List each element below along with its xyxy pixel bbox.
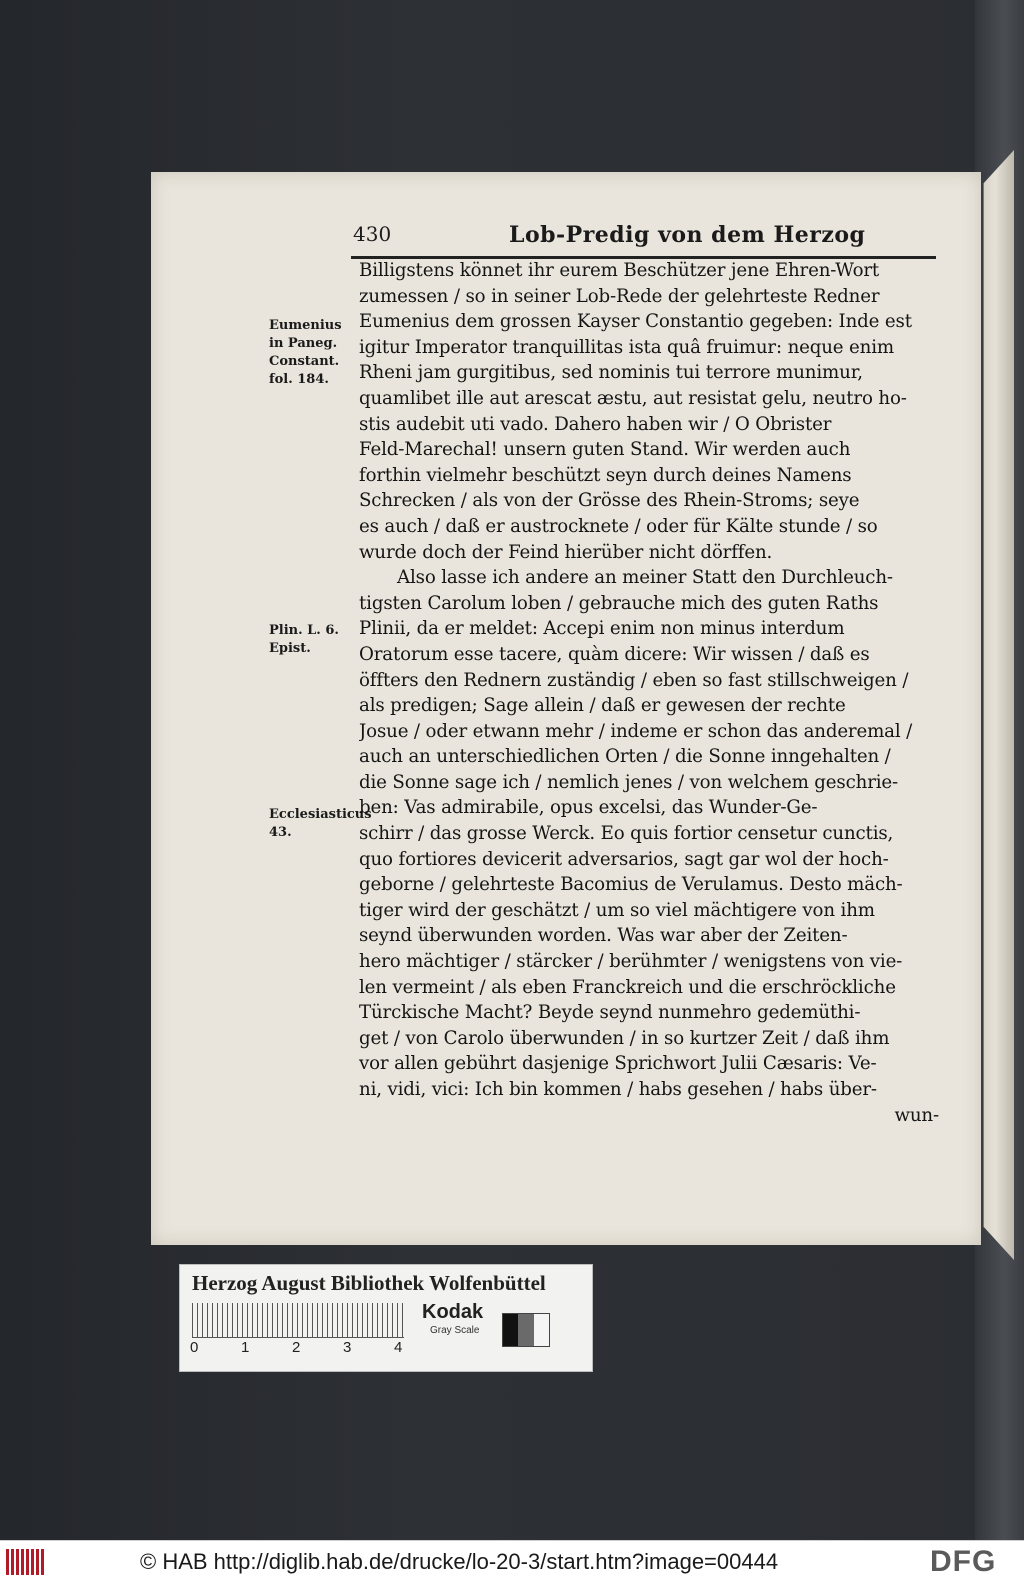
text-line: quo fortiores devicerit adversarios, sagt gar wol der hoch- xyxy=(359,848,889,870)
margin-note-ecclesiasticus: Ecclesiasticus 43. xyxy=(269,807,372,840)
gray-patches xyxy=(502,1313,550,1347)
text-line: Also lasse ich andere an meiner Statt den Durchleuch- xyxy=(397,567,893,589)
page-number: 430 xyxy=(353,222,392,246)
ruler-label: 0 xyxy=(190,1339,199,1356)
page-header xyxy=(351,220,936,259)
text-line: get / von Carolo überwunden / in so kurtzer Zeit / daß ihm xyxy=(359,1027,890,1049)
catchword: wun- xyxy=(894,1104,939,1126)
text-line: als predigen; Sage allein / daß er gewesen der rechte xyxy=(359,695,846,717)
text-line: die Sonne sage ich / nemlich jenes / von welchem geschrie- xyxy=(359,771,899,793)
copyright-url[interactable]: © HAB http://diglib.hab.de/drucke/lo-20-3/start.htm?image=00444 xyxy=(140,1549,779,1574)
text-line: Plinii, da er meldet: Accepi enim non minus interdum xyxy=(359,618,845,640)
text-line: tiger wird der geschätzt / um so viel mächtigere von ihm xyxy=(359,899,875,921)
text-line: zumessen / so in seiner Lob-Rede der gelehrteste Redner xyxy=(359,285,880,307)
text-line: quamlibet ille aut arescat æstu, aut resistat gelu, neutro ho- xyxy=(359,387,907,409)
text-line: vor allen gebührt dasjenige Sprichwort Julii Cæsaris: Ve- xyxy=(359,1053,877,1075)
text-line: Eumenius dem grossen Kayser Constantio gegeben: Inde est xyxy=(359,311,912,333)
color-target-card xyxy=(179,1264,593,1372)
gray-patch-light xyxy=(534,1314,549,1346)
ruler-label: 4 xyxy=(394,1339,403,1356)
running-head: Lob-Predig von dem Herzog xyxy=(509,222,866,248)
text-line: wurde doch der Feind hierüber nicht dörffen. xyxy=(359,541,773,563)
text-line: stis audebit uti vado. Dahero haben wir / O Obrister xyxy=(359,413,832,435)
body-text xyxy=(359,258,939,1128)
text-line: Feld-Marechal! unsern guten Stand. Wir werden auch xyxy=(359,439,851,461)
ruler-label: 3 xyxy=(343,1339,352,1356)
library-name: Herzog August Bibliothek Wolfenbüttel xyxy=(192,1271,546,1295)
barcode-logo-icon xyxy=(6,1549,46,1575)
gray-patch-mid xyxy=(518,1314,533,1346)
text-line: auch an unterschiedlichen Orten / die Sonne inngehalten / xyxy=(359,746,891,768)
text-line: ben: Vas admirabile, opus excelsi, das Wunder-Ge- xyxy=(359,797,818,819)
text-line: Rheni jam gurgitibus, sed nominis tui terrore munimur, xyxy=(359,362,863,384)
margin-note-eumenius: Eumenius in Paneg. Constant. fol. 184. xyxy=(269,318,342,387)
kodak-brand: Kodak xyxy=(422,1301,484,1323)
gray-scale-label: Gray Scale xyxy=(430,1325,480,1336)
text-line: hero mächtiger / stärcker / berühmter / wenigstens von vie- xyxy=(359,951,903,973)
text-line: tigsten Carolum loben / gebrauche mich des guten Raths xyxy=(359,592,879,614)
text-line: Oratorum esse tacere, quàm dicere: Wir wissen / daß es xyxy=(359,643,870,665)
text-line: seynd überwunden worden. Was war aber der Zeiten- xyxy=(359,925,848,947)
ruler-label: 1 xyxy=(241,1339,250,1356)
text-line: es auch / daß er austrocknete / oder für Kälte stunde / so xyxy=(359,515,878,537)
footer-bar xyxy=(0,1540,1024,1583)
text-line: forthin vielmehr beschützt seyn durch deines Namens xyxy=(359,464,852,486)
gray-patch-dark xyxy=(503,1314,518,1346)
dfg-logo: DFG xyxy=(930,1545,997,1578)
text-line: len vermeint / als eben Franckreich und die erschröckliche xyxy=(359,976,896,998)
text-line: Billigstens könnet ihr eurem Beschützer jene Ehren-Wort xyxy=(359,260,880,281)
text-line: Josue / oder etwann mehr / indeme er schon das anderemal / xyxy=(359,720,913,742)
book-page xyxy=(151,172,981,1245)
text-line: schirr / das grosse Werck. Eo quis fortior censetur cunctis, xyxy=(359,823,894,845)
text-line: igitur Imperator tranquillitas ista quâ fruimur: neque enim xyxy=(359,336,894,358)
text-line: geborne / gelehrteste Bacomius de Verulamus. Desto mäch- xyxy=(359,874,903,896)
text-line: ni, vidi, vici: Ich bin kommen / habs gesehen / habs über- xyxy=(359,1079,877,1100)
text-line: Türckische Macht? Beyde seynd nunmehro gedemüthi- xyxy=(359,1002,861,1024)
ruler-label: 2 xyxy=(292,1339,301,1356)
scale-ruler xyxy=(192,1303,404,1338)
text-line: Schrecken / als von der Grösse des Rhein-Stroms; seye xyxy=(359,490,860,512)
margin-note-plinius: Plin. L. 6. Epist. xyxy=(269,623,339,656)
text-line: öffters den Rednern zuständig / eben so fast stillschweigen / xyxy=(359,669,909,691)
